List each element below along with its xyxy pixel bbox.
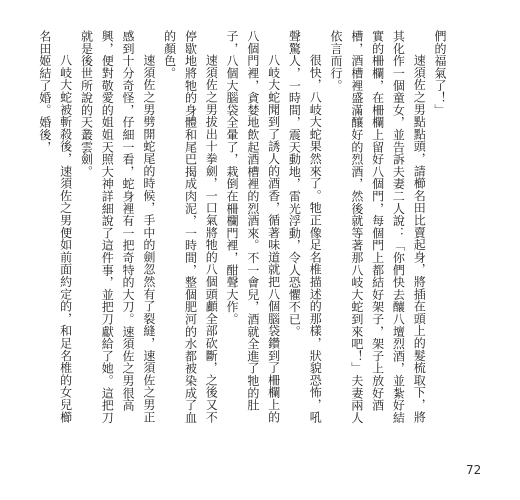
paragraph: 速須佐之男點點頭，請櫛名田比賣起身，將插在頭上的髮梳取下，將其化作一個童女，並告訴夫妻二人說：「你們快去釀八壇烈酒，並紮好結實的柵欄，在柵欄上留好八個門，每個門上都結好架子，架子上放好酒槽，酒槽裡盛滿釀好的烈酒，然後就等著那八岐大蛇到來吧！」夫妻兩人依言而行。 xyxy=(329,30,427,424)
vertical-text-block xyxy=(37,30,450,430)
paragraph: 們的福氣了！」 xyxy=(433,30,447,117)
paragraph: 速須佐之男劈開蛇尾的時候，手中的劍忽然有了裂縫，速須佐之男正感到十分奇怪，仔細一看，蛇身裡有一把奇特的大刀。速須佐之男很高興，便對敬愛的姐姐天照大神詳細說了這件事，並把刀獻給了她。這把刀就是後世所說的天叢雲劍。 xyxy=(79,30,156,424)
page-number: 72 xyxy=(466,463,482,477)
paragraph: 速須佐之男拔出十拳劍，一口氣將牠的八個頭顱全部砍斷，之後又不停歇地將牠的身體和尾巴揭成肉泥，一時間，整個肥河的水都被染成了血的顏色。 xyxy=(162,30,219,424)
paragraph: 八岐大蛇聞到了誘人的酒香，循著味道就把八個腦袋鑽到了柵欄上的八個門裡，貪婪地飲起酒槽裡的烈酒來。不一會兒，酒就全進了牠的肚子，八個大腦袋全暈了，栽倒在柵欄門裡，酣聲大作。 xyxy=(225,30,281,423)
paragraph: 八岐大蛇被斬殺後，速須佐之男便如前面約定的，和足名椎的女兒櫛名田姬結了婚。婚後， xyxy=(37,30,73,423)
paragraph: 很快，八岐大蛇果然來了。牠正像足名椎描述的那樣，狀貌恐怖，吼聲驚人，一時間，震天動地，雷光浮動，令人恐懼不已。 xyxy=(287,30,323,423)
